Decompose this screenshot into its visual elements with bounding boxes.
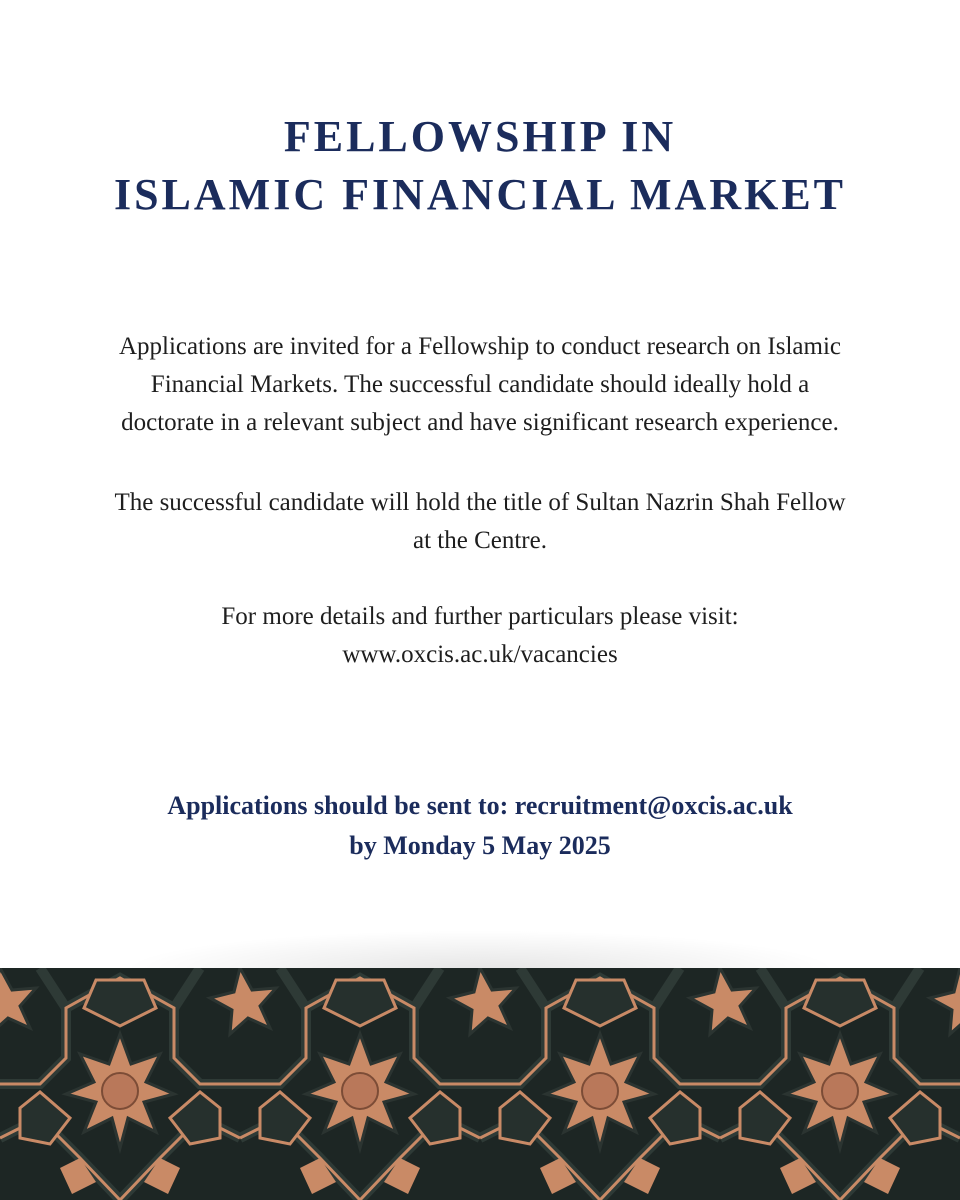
page-title [0,108,960,224]
pattern-shadow [120,930,840,970]
intro-line: Financial Markets. The successful candidate should ideally hold a [150,371,810,398]
application-deadline [0,786,960,866]
title-paragraph [60,484,900,560]
intro-line: Applications are invited for a Fellowship to conduct research on Islamic [118,333,841,360]
title-paragraph-line: at the Centre. [413,527,547,554]
intro-line: doctorate in a relevant subject and have significant research experience. [121,409,839,436]
title-line-1: FELLOWSHIP IN [283,112,677,161]
recruitment-email-line[interactable]: Applications should be sent to: recruitment@oxcis.ac.uk [167,791,793,820]
vacancies-link[interactable]: www.oxcis.ac.uk/vacancies [342,641,618,668]
intro-paragraph [60,328,900,442]
details-paragraph [60,598,900,674]
title-paragraph-line: The successful candidate will hold the title of Sultan Nazrin Shah Fellow [114,489,846,516]
details-line: For more details and further particulars please visit: [221,603,739,630]
islamic-geometric-pattern-icon [0,968,960,1200]
title-line-2: ISLAMIC FINANCIAL MARKET [113,170,847,219]
deadline-line: by Monday 5 May 2025 [349,831,611,860]
